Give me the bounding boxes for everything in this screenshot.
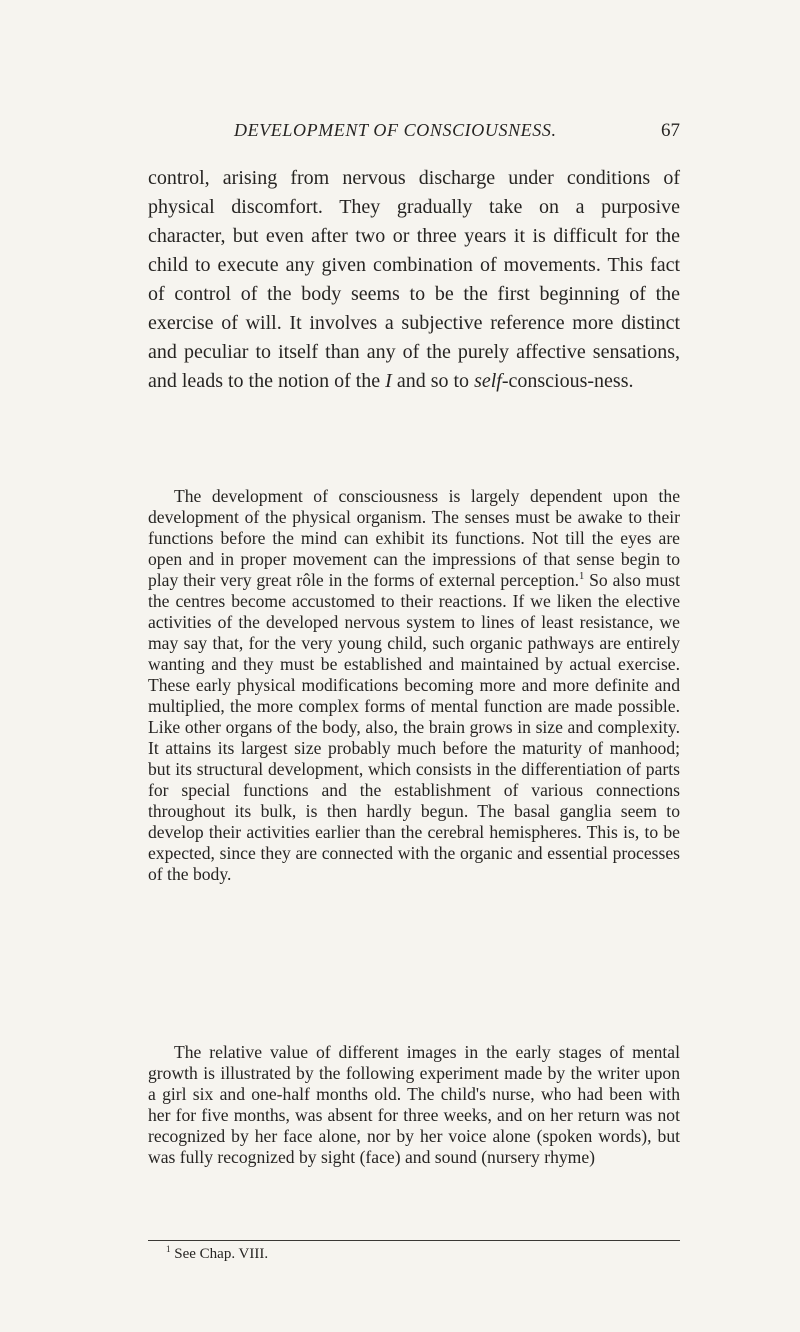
- paragraph-text: control, arising from nervous discharge under conditions of physical discomfort. They gradually take on a purposive character, but even after two or three years it is difficult for the child to execute any given combination of movements. This fact of control of the body seems to be the first beginning of the exercise of will. It involves a subjective reference more distinct and peculiar to itself than any of the purely affective sensations, and leads to the notion of the: [148, 167, 680, 392]
- paragraph-control-of-body: [148, 164, 680, 396]
- paragraph-development-of-consciousness: [148, 486, 680, 885]
- italic-self: self: [474, 370, 502, 392]
- footnote-marker: 1: [166, 1244, 171, 1254]
- paragraph-text: The development of consciousness is largely dependent upon the development of the physical organism. The senses must be awake to their functions before the mind can exhibit its functions. Not till the eyes are open and in proper movement can the impressions of that sense begin to play their very great rôle in the forms of external perception.: [148, 486, 680, 590]
- paragraph-text: So also must the centres become accustomed to their reactions. If we liken the elective activities of the developed nervous system to lines of least resistance, we may say that, for the very young child, such organic pathways are entirely wanting and they must be established and maintained by actual exercise. These early physical modifications becoming more and more definite and multiplied, the more complex forms of mental function are made possible. Like other organs of the body, also, the brain grows in size and complexity. It attains its largest size probably much before the maturity of manhood; but its structural development, which consists in the differentiation of parts for special functions and the establishment of various connections throughout its bulk, is then hardly begun. The basal ganglia seem to develop their activities earlier than the cerebral hemispheres. This is, to be expected, since they are connected with the organic and essential processes of the body.: [148, 570, 680, 884]
- footnote-text: See Chap. VIII.: [170, 1246, 269, 1262]
- paragraph-relative-value-of-images: [148, 1042, 680, 1168]
- footnote-divider: [148, 1240, 680, 1241]
- footnote: [166, 1244, 268, 1264]
- paragraph-text: -conscious-ness.: [501, 370, 634, 392]
- paragraph-text: The relative value of different images in the early stages of mental growth is illustrated by the following experiment made by the writer upon a girl six and one-half months old. The child's nurse, who had been with her for five months, was absent for three weeks, and on her return was not recognized by her face alone, nor by her voice alone (spoken words), but was fully recognized by sight (face) and sound (nursery rhyme): [148, 1042, 680, 1167]
- paragraph-text: and so to: [391, 370, 475, 392]
- page-header: [148, 120, 680, 148]
- footnote-reference: 1: [579, 571, 585, 583]
- running-head: DEVELOPMENT OF CONSCIOUSNESS.: [234, 120, 557, 140]
- italic-i: I: [385, 370, 392, 392]
- page-number: 67: [661, 120, 680, 141]
